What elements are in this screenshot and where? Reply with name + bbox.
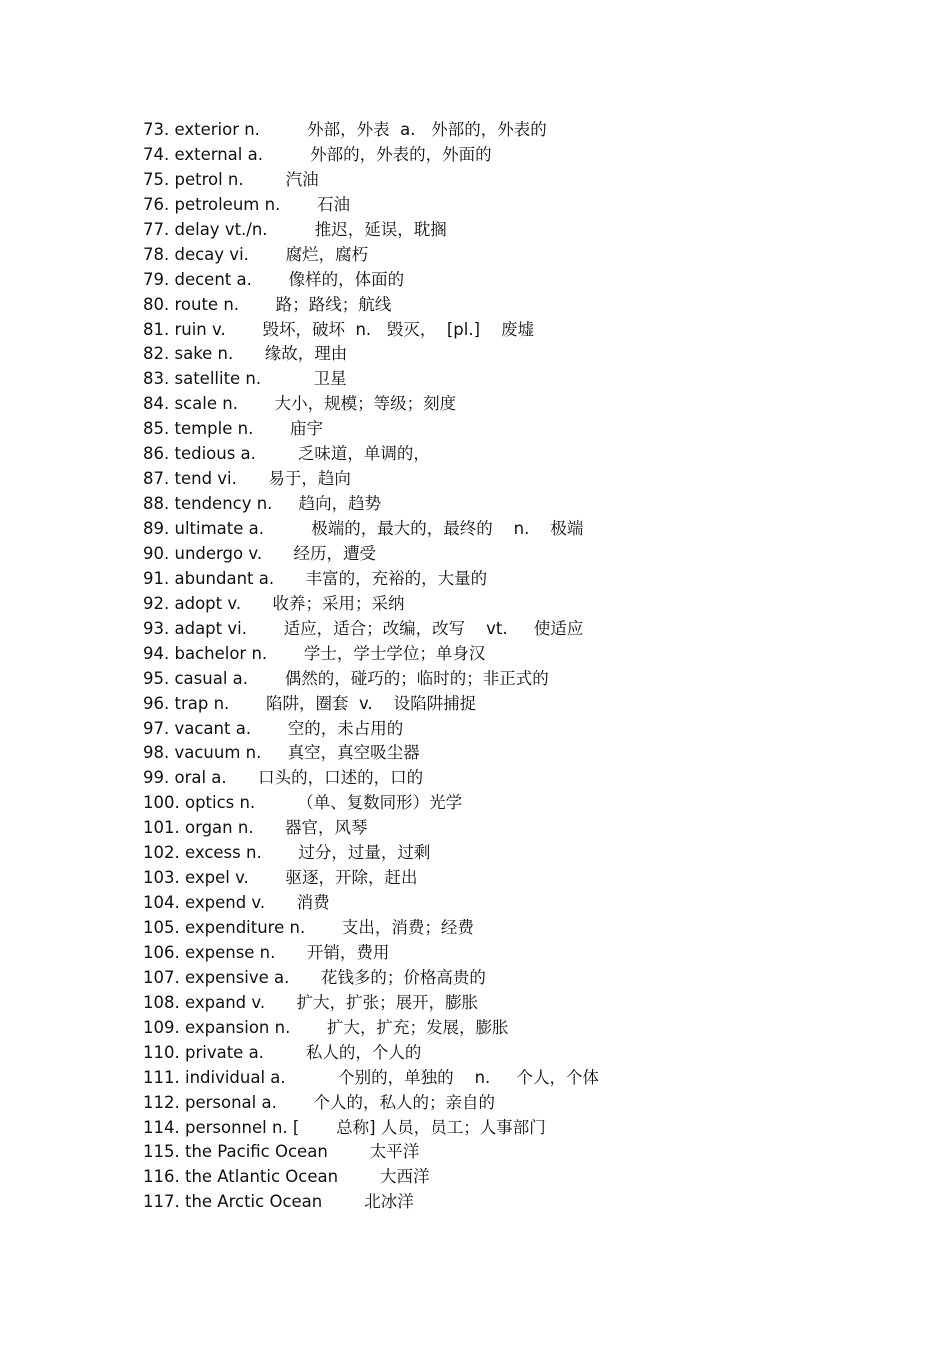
vocab-entry: 104. expend v. 消费 (143, 893, 330, 913)
vocab-entry: 94. bachelor n. 学士，学士学位；单身汉 (143, 643, 486, 663)
vocab-entry: 79. decent a. 像样的，体面的 (143, 269, 405, 289)
vocab-entry: 84. scale n. 大小，规模；等级；刻度 (143, 394, 457, 414)
vocab-entry: 107. expensive a. 花钱多的；价格高贵的 (143, 967, 486, 987)
vocab-entry: 108. expand v. 扩大，扩张；展开，膨胀 (143, 992, 479, 1012)
vocab-entry: 96. trap n. 陷阱，圈套 v. 设陷阱捕捉 (143, 693, 477, 713)
vocab-entry: 89. ultimate a. 极端的，最大的，最终的 n. 极端 (143, 519, 584, 538)
vocab-entry: 112. personal a. 个人的，私人的；亲自的 (143, 1092, 496, 1112)
vocab-entry: 77. delay vt./n. 推迟，延误，耽搁 (143, 219, 447, 239)
vocab-entry: 73. exterior n. 外部，外表 a. 外部的，外表的 (143, 120, 547, 139)
vocab-entry: 93. adapt vi. 适应，适合；改编，改写 vt. 使适应 (143, 618, 584, 638)
vocab-entry: 106. expense n. 开销，费用 (143, 942, 390, 962)
vocab-entry: 75. petrol n. 汽油 (143, 169, 319, 189)
vocab-entry: 115. the Pacific Ocean 太平洋 (143, 1142, 420, 1162)
vocab-entry: 86. tedious a. 乏味道，单调的， (143, 444, 430, 464)
vocab-entry: 80. route n. 路；路线；航线 (143, 294, 392, 314)
vocab-entry: 116. the Atlantic Ocean 大西洋 (143, 1167, 430, 1187)
vocab-entry: 117. the Arctic Ocean 北冰洋 (143, 1192, 414, 1212)
vocab-entry: 83. satellite n. 卫星 (143, 369, 347, 389)
vocab-entry: 99. oral a. 口头的，口述的，口的 (143, 768, 424, 788)
vocab-entry: 74. external a. 外部的，外表的，外面的 (143, 144, 492, 164)
vocab-entry: 114. personnel n. [ 总称] 人员，员工；人事部门 (143, 1117, 546, 1137)
vocab-entry: 98. vacuum n. 真空，真空吸尘器 (143, 743, 420, 763)
vocab-entry: 78. decay vi. 腐烂，腐朽 (143, 244, 369, 264)
vocab-entry: 102. excess n. 过分，过量，过剩 (143, 843, 431, 863)
vocab-entry: 76. petroleum n. 石油 (143, 194, 351, 214)
vocab-entry: 97. vacant a. 空的，未占用的 (143, 718, 404, 738)
vocab-entry: 105. expenditure n. 支出，消费；经费 (143, 918, 474, 937)
vocab-entry: 82. sake n. 缘故，理由 (143, 344, 348, 364)
vocab-entry: 87. tend vi. 易于，趋向 (143, 469, 351, 489)
vocab-entry: 111. individual a. 个别的，单独的 n. 个人，个体 (143, 1067, 600, 1087)
vocab-entry: 88. tendency n. 趋向，趋势 (143, 494, 382, 514)
vocab-entry: 110. private a. 私人的，个人的 (143, 1042, 422, 1062)
vocab-entry: 91. abundant a. 丰富的，充裕的，大量的 (143, 568, 488, 588)
vocab-entry: 85. temple n. 庙宇 (143, 419, 324, 439)
vocab-entry: 101. organ n. 器官，风琴 (143, 818, 368, 838)
vocab-entry: 109. expansion n. 扩大，扩充；发展，膨胀 (143, 1017, 509, 1037)
vocab-entry: 90. undergo v. 经历，遭受 (143, 543, 377, 563)
vocab-entry: 92. adopt v. 收养；采用；采纳 (143, 593, 405, 613)
vocab-entry: 81. ruin v. 毁坏，破坏 n. 毁灭， [pl.] 废墟 (143, 319, 535, 339)
vocabulary-list (143, 118, 599, 1215)
vocab-entry: 95. casual a. 偶然的，碰巧的；临时的；非正式的 (143, 668, 549, 688)
vocab-entry: 103. expel v. 驱逐，开除，赶出 (143, 868, 418, 888)
vocab-entry: 100. optics n. （单、复数同形）光学 (143, 793, 463, 813)
